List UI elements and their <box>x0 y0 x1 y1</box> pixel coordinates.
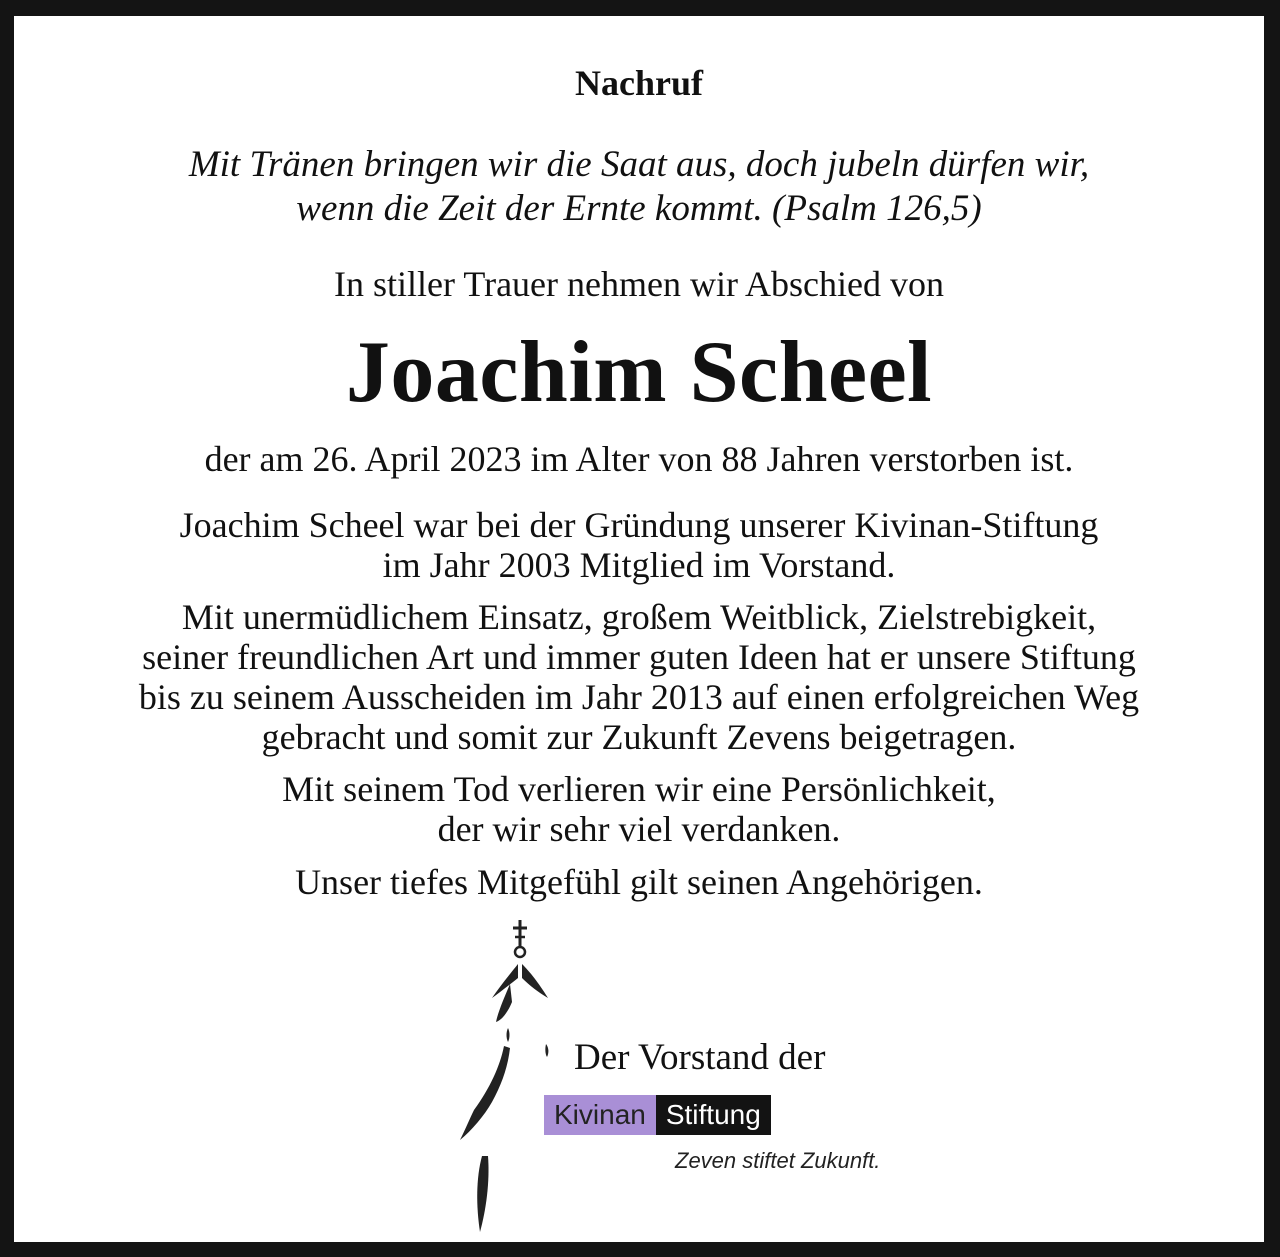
logo-right-word: Stiftung <box>656 1095 771 1135</box>
psalm-verse-line-1: Mit Tränen bringen wir die Saat aus, doch jubeln dürfen wir, <box>188 144 1090 185</box>
logo-left-word: Kivinan <box>544 1095 656 1135</box>
church-tower-icon <box>438 916 558 1236</box>
farewell-intro: In stiller Trauer nehmen wir Abschied von <box>334 264 944 304</box>
kivinan-stiftung-logo <box>544 1095 771 1135</box>
paragraph-2-line-4: gebracht und somit zur Zukunft Zevens beigetragen. <box>261 717 1017 757</box>
paragraph-1-line-1: Joachim Scheel war bei der Gründung unserer Kivinan-Stiftung <box>179 505 1099 545</box>
paragraph-2-line-2: seiner freundlichen Art und immer guten Ideen hat er unsere Stiftung <box>142 637 1136 677</box>
psalm-verse-line-2: wenn die Zeit der Ernte kommt. (Psalm 126,5) <box>296 188 982 229</box>
deceased-name: Joachim Scheel <box>345 324 933 421</box>
paragraph-2-line-1: Mit unermüdlichem Einsatz, großem Weitblick, Zielstrebigkeit, <box>181 597 1097 637</box>
obituary-notice <box>14 16 1264 1242</box>
paragraph-3-line-2: der wir sehr viel verdanken. <box>437 809 841 849</box>
paragraph-1-line-2: im Jahr 2003 Mitglied im Vorstand. <box>382 545 896 585</box>
logo-tagline: Zeven stiftet Zukunft. <box>675 1148 881 1173</box>
death-date-line: der am 26. April 2023 im Alter von 88 Jahren verstorben ist. <box>204 439 1074 479</box>
signature-text: Der Vorstand der <box>574 1037 826 1078</box>
condolence-line: Unser tiefes Mitgefühl gilt seinen Angehörigen. <box>295 862 983 902</box>
paragraph-3-line-1: Mit seinem Tod verlieren wir eine Persönlichkeit, <box>282 769 996 809</box>
notice-title: Nachruf <box>575 63 703 103</box>
paragraph-2-line-3: bis zu seinem Ausscheiden im Jahr 2013 auf einen erfolgreichen Weg <box>138 677 1140 717</box>
